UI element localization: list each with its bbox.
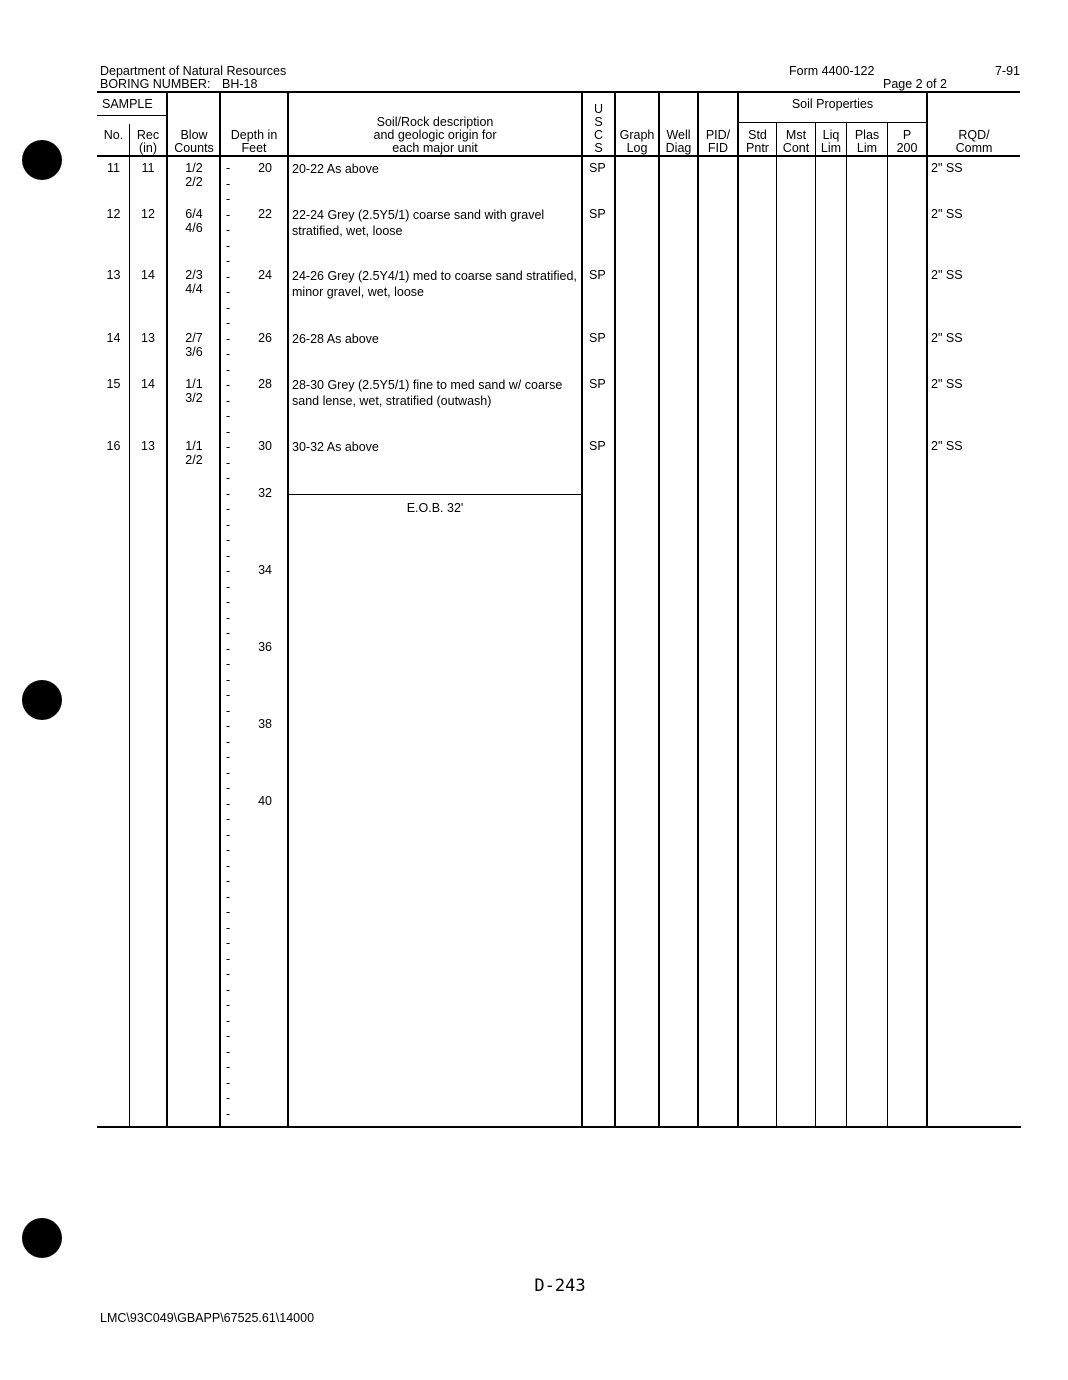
col-rule-p200 (926, 92, 928, 1126)
blow-count-1: 2/3 (185, 268, 203, 282)
uscs-header-s: S (594, 115, 603, 129)
depth-label: 38 (258, 717, 272, 731)
depth-tick: - (226, 735, 231, 749)
depth-tick: - (226, 456, 231, 470)
sample-group-header: SAMPLE (102, 97, 153, 111)
pid-fid-header-2: FID (707, 141, 729, 155)
depth-tick: - (226, 595, 231, 609)
rec-column-unit: (in) (138, 141, 158, 155)
punch-hole-bottom (22, 1218, 62, 1258)
rqd-comment: 2" SS (931, 331, 963, 345)
depth-tick: - (226, 161, 231, 175)
depth-tick: - (226, 890, 231, 904)
table-top-rule (97, 91, 1020, 93)
depth-tick: - (226, 1060, 231, 1074)
col-rule-uscs (614, 92, 616, 1126)
description-column-header: Soil/Rock description (376, 115, 494, 129)
blow-count-2: 2/2 (185, 453, 203, 467)
depth-tick: - (226, 1045, 231, 1059)
depth-tick: - (226, 270, 231, 284)
depth-tick: - (226, 533, 231, 547)
blow-count-1: 1/1 (185, 439, 203, 453)
soil-description: 24-26 Grey (2.5Y4/1) med to coarse sand stratified, minor gravel, wet, loose (292, 269, 577, 299)
depth-tick: - (226, 394, 231, 408)
depth-tick: - (226, 657, 231, 671)
depth-tick: - (226, 1029, 231, 1043)
end-of-boring-note: E.O.B. 32' (406, 501, 464, 515)
blow-count-1: 6/4 (185, 207, 203, 221)
col-rule-desc (581, 92, 583, 1126)
rqd-comment: 2" SS (931, 268, 963, 282)
form-number: Form 4400-122 (789, 64, 875, 78)
sample-recovery: 11 (141, 161, 155, 175)
rqd-comm-header-2: Comm (955, 141, 993, 155)
depth-tick: - (226, 781, 231, 795)
uscs-code: SP (589, 207, 606, 221)
depth-tick: - (226, 626, 231, 640)
col-rule-well (697, 92, 699, 1126)
blow-column-header: Blow (180, 128, 208, 142)
depth-tick: - (226, 952, 231, 966)
mst-cont-header: Mst (785, 128, 807, 142)
rqd-comm-header: RQD/ (958, 128, 990, 142)
depth-tick: - (226, 316, 231, 330)
col-rule-pid (737, 92, 739, 1126)
sample-recovery: 14 (141, 268, 155, 282)
uscs-header-s2: S (594, 141, 603, 155)
depth-tick: - (226, 549, 231, 563)
depth-tick: - (226, 859, 231, 873)
p200-header: P (902, 128, 912, 142)
eob-rule (289, 494, 582, 495)
col-rule-liq (846, 122, 847, 1126)
footer-file-path: LMC\93C049\GBAPP\67525.61\14000 (100, 1311, 315, 1325)
blow-count-2: 3/6 (185, 345, 203, 359)
depth-tick: - (226, 378, 231, 392)
rqd-comment: 2" SS (931, 439, 963, 453)
depth-tick: - (226, 1076, 231, 1090)
department-name: Department of Natural Resources (100, 64, 287, 78)
uscs-code: SP (589, 439, 606, 453)
depth-label: 30 (258, 439, 272, 453)
depth-tick: - (226, 440, 231, 454)
sample-recovery: 13 (141, 331, 155, 345)
depth-tick: - (226, 766, 231, 780)
depth-tick: - (226, 673, 231, 687)
sample-group-rule (97, 115, 166, 116)
mst-cont-header-2: Cont (782, 141, 810, 155)
form-revision: 7-91 (994, 64, 1020, 78)
depth-tick: - (226, 750, 231, 764)
graph-log-header: Graph (619, 128, 655, 142)
well-diag-header-2: Diag (665, 141, 692, 155)
blow-count-1: 2/7 (185, 331, 203, 345)
depth-tick: - (226, 254, 231, 268)
depth-tick: - (226, 983, 231, 997)
depth-label: 20 (258, 161, 272, 175)
sample-recovery: 14 (141, 377, 155, 391)
punch-hole-middle (22, 680, 62, 720)
depth-tick: - (226, 409, 231, 423)
blow-column-header-2: Counts (174, 141, 214, 155)
depth-tick: - (226, 642, 231, 656)
sample-no: 14 (106, 331, 121, 345)
plas-lim-header-2: Lim (856, 141, 878, 155)
depth-tick: - (226, 1091, 231, 1105)
depth-tick: - (226, 936, 231, 950)
rqd-comment: 2" SS (931, 207, 963, 221)
sample-recovery: 13 (141, 439, 155, 453)
depth-column-header: Depth in (230, 128, 278, 142)
depth-tick: - (226, 487, 231, 501)
depth-tick: - (226, 301, 231, 315)
depth-tick: - (226, 688, 231, 702)
sample-no: 15 (106, 377, 121, 391)
blow-count-2: 3/2 (185, 391, 203, 405)
depth-tick: - (226, 518, 231, 532)
depth-label: 24 (258, 268, 272, 282)
punch-hole-top (22, 140, 62, 180)
depth-tick: - (226, 208, 231, 222)
plas-lim-header: Plas (854, 128, 880, 142)
depth-tick: - (226, 967, 231, 981)
depth-label: 22 (258, 207, 272, 221)
soil-description: 22-24 Grey (2.5Y5/1) coarse sand with gravel stratified, wet, loose (292, 208, 545, 238)
depth-label: 34 (258, 563, 272, 577)
depth-tick: - (226, 425, 231, 439)
depth-column-unit: Feet (241, 141, 267, 155)
depth-label: 26 (258, 331, 272, 345)
depth-tick: - (226, 1014, 231, 1028)
sample-no: 12 (106, 207, 121, 221)
rqd-comment: 2" SS (931, 161, 963, 175)
depth-tick: - (226, 471, 231, 485)
col-rule-blow (219, 92, 221, 1126)
std-pntr-header-2: Pntr (746, 141, 769, 155)
no-column-header: No. (103, 128, 124, 142)
depth-tick: - (226, 874, 231, 888)
col-rule-rec (166, 92, 168, 1126)
blow-count-2: 4/6 (185, 221, 203, 235)
blow-count-1: 1/1 (185, 377, 203, 391)
depth-tick: - (226, 812, 231, 826)
depth-tick: - (226, 580, 231, 594)
blow-count-1: 1/2 (185, 161, 203, 175)
soil-description: 28-30 Grey (2.5Y5/1) fine to med sand w/ coarse sand lense, wet, stratified (outwash) (292, 378, 563, 408)
depth-tick: - (226, 704, 231, 718)
liq-lim-header-2: Lim (820, 141, 842, 155)
uscs-header-u: U (593, 102, 604, 116)
std-pntr-header: Std (748, 128, 767, 142)
page-indicator: Page 2 of 2 (883, 77, 947, 91)
rec-column-header: Rec (136, 128, 160, 142)
soil-description: 20-22 As above (292, 162, 379, 176)
depth-tick: - (226, 921, 231, 935)
col-rule-plas (887, 122, 888, 1126)
uscs-code: SP (589, 161, 606, 175)
table-bottom-rule (97, 1126, 1021, 1128)
depth-tick: - (226, 192, 231, 206)
depth-tick: - (226, 828, 231, 842)
boring-number: BH-18 (222, 77, 258, 91)
pid-fid-header: PID/ (705, 128, 731, 142)
boring-label: BORING NUMBER: (100, 77, 211, 91)
sample-no: 16 (106, 439, 121, 453)
depth-label: 28 (258, 377, 272, 391)
depth-tick: - (226, 905, 231, 919)
sample-recovery: 12 (141, 207, 155, 221)
col-rule-depth (287, 92, 289, 1126)
page-number: D-243 (534, 1276, 586, 1296)
depth-tick: - (226, 177, 231, 191)
p200-header-2: 200 (896, 141, 918, 155)
depth-label: 36 (258, 640, 272, 654)
depth-tick: - (226, 347, 231, 361)
depth-tick: - (226, 223, 231, 237)
depth-tick: - (226, 998, 231, 1012)
depth-tick: - (226, 564, 231, 578)
description-column-header-3: each major unit (392, 141, 478, 155)
sample-no: 11 (107, 161, 120, 175)
header-bottom-rule (97, 155, 1020, 157)
depth-label: 32 (258, 486, 272, 500)
depth-tick: - (226, 1107, 231, 1121)
depth-tick: - (226, 285, 231, 299)
depth-label: 40 (258, 794, 272, 808)
depth-tick: - (226, 797, 231, 811)
depth-tick: - (226, 719, 231, 733)
depth-tick: - (226, 363, 231, 377)
col-rule-std (776, 122, 777, 1126)
col-rule-graph (658, 92, 660, 1126)
graph-log-header-2: Log (626, 141, 648, 155)
col-rule-mst (815, 122, 816, 1126)
depth-tick: - (226, 843, 231, 857)
uscs-code: SP (589, 268, 606, 282)
liq-lim-header: Liq (822, 128, 840, 142)
blow-count-2: 2/2 (185, 175, 203, 189)
soil-description: 26-28 As above (292, 332, 379, 346)
depth-tick: - (226, 502, 231, 516)
depth-tick: - (226, 239, 231, 253)
depth-tick: - (226, 332, 231, 346)
sample-no: 13 (106, 268, 121, 282)
soil-description: 30-32 As above (292, 440, 379, 454)
uscs-code: SP (589, 377, 606, 391)
description-column-header-2: and geologic origin for (373, 128, 497, 142)
depth-tick: - (226, 611, 231, 625)
well-diag-header: Well (666, 128, 691, 142)
uscs-header-c: C (593, 128, 604, 142)
uscs-code: SP (589, 331, 606, 345)
soil-properties-header: Soil Properties (791, 97, 874, 111)
soil-properties-rule (739, 122, 926, 123)
blow-count-2: 4/4 (185, 282, 203, 296)
rqd-comment: 2" SS (931, 377, 963, 391)
